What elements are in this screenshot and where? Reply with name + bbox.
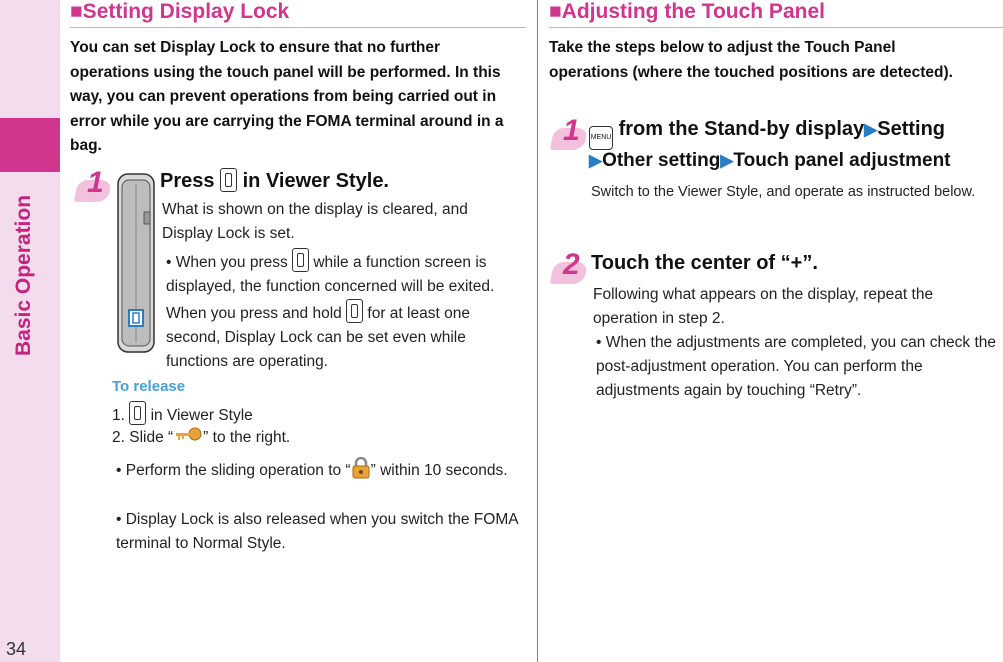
right-step2-body: Following what appears on the display, repeat the operation in step 2. (593, 286, 934, 327)
key-icon (292, 248, 309, 272)
step-badge-1-left: 1 (76, 170, 112, 206)
right-section-title: ■Adjusting the Touch Panel (549, 0, 825, 23)
step-badge-2-right: 2 (552, 252, 588, 288)
release-heading: To release (112, 378, 186, 395)
left-step1-body: What is shown on the display is cleared, and Display Lock is set. (162, 201, 468, 242)
right-intro: Take the steps below to adjust the Touch Panel operations (where the touched positions are detected). (549, 39, 953, 81)
left-step1-bullet: • When you press while a function screen is displayed, the function concerned will be exited. When you press and hold for at least one second, Display Lock can be set even while functions are operating. (166, 248, 526, 374)
column-divider (537, 0, 538, 662)
release-bullet-2: • Display Lock is also released when you switch the FOMA terminal to Normal Style. (116, 511, 518, 552)
right-step1-line1: MENU from the Stand-by display▶Setting (589, 118, 945, 150)
arrow-icon: ▶ (589, 151, 603, 170)
sidebar (0, 0, 60, 662)
section-label: Basic Operation (12, 194, 35, 356)
key-slide-icon (173, 426, 203, 446)
page-number: 34 (6, 639, 27, 659)
release-step2: 2. Slide “ ” to the right. (112, 426, 290, 450)
right-step1-line2: ▶Other setting▶Touch panel adjustment (589, 150, 951, 171)
left-section-title: ■Setting Display Lock (70, 0, 290, 23)
right-step2-bullet: • When the adjustments are completed, you can check the post-adjustment operation. You can perform the adjustments again by touching “Retry”. (596, 334, 997, 399)
phone-illustration (112, 172, 160, 354)
left-title-rule (70, 27, 526, 28)
key-icon (346, 299, 363, 323)
release-step1: 1. in Viewer Style (112, 401, 253, 428)
release-bullet-1: • Perform the sliding operation to “ ” within 10 seconds. (116, 457, 526, 483)
step-badge-1-right: 1 (552, 118, 588, 154)
right-title-rule (549, 27, 1003, 28)
arrow-icon: ▶ (864, 120, 878, 139)
left-intro: You can set Display Lock to ensure that no further operations using the touch panel will be performed. In this way, you can prevent operations from being carried out in error while you are carrying the FOMA terminal around in a bag. (70, 39, 504, 154)
key-icon (129, 401, 146, 425)
menu-key-icon: MENU (589, 126, 613, 150)
sidebar-tab-marker (0, 118, 60, 172)
arrow-icon: ▶ (720, 151, 734, 170)
right-step1-body: Switch to the Viewer Style, and operate as instructed below. (591, 184, 976, 200)
lock-icon (351, 457, 371, 479)
right-step2-title: Touch the center of “+”. (591, 252, 818, 274)
left-step1-title: Press in Viewer Style. (160, 170, 389, 192)
key-icon (220, 168, 237, 192)
